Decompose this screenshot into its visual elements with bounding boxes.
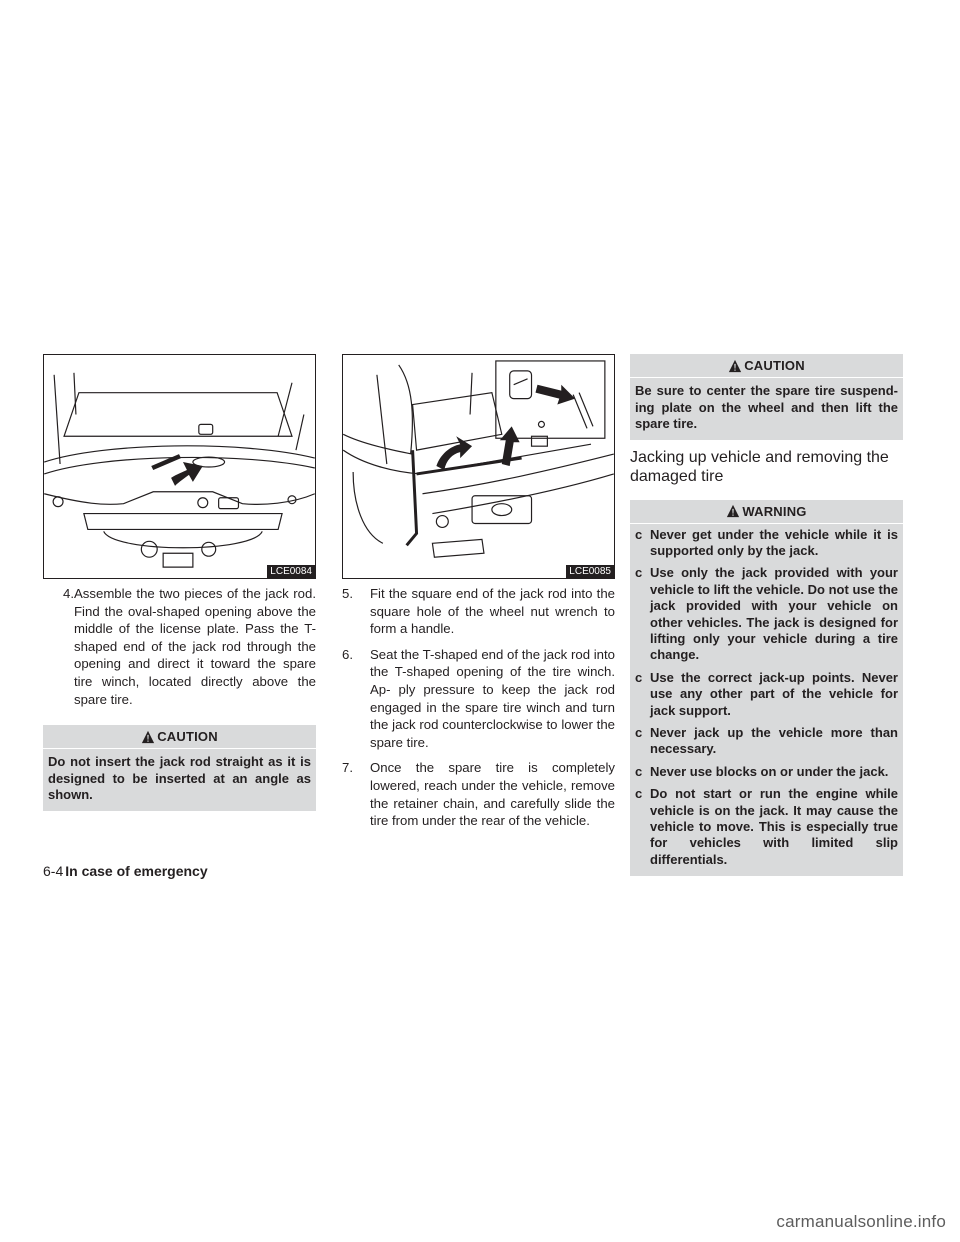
- jack-rod-handle-illustration: [343, 355, 614, 578]
- figure-label-lce0084: LCE0084: [267, 565, 315, 578]
- page-footer: [43, 862, 208, 880]
- jack-rod-insertion-illustration: [44, 355, 315, 578]
- caution-header: [43, 725, 316, 749]
- figure-jack-rod-insertion: [43, 354, 316, 579]
- bullet-mark: c: [635, 786, 643, 802]
- step-text: Once the spare tire is completely lowered, reach under the vehicle, remove the retainer chain, and carefully slide the tire from under the rear of the vehicle.: [370, 760, 615, 829]
- warning-list: [630, 524, 903, 877]
- warning-item: c Never get under the vehicle while it is supported only by the jack.: [635, 526, 898, 558]
- watermark: carmanualsonline.info: [776, 1212, 946, 1231]
- column-left: [43, 354, 316, 811]
- section-title: Jacking up vehicle and removing the damaged tire: [630, 448, 889, 485]
- step-text: Fit the square end of the jack rod into the square hole of the wheel nut wrench to form a handle.: [370, 586, 615, 637]
- warning-item: c Never jack up the vehicle more than necessary.: [635, 724, 898, 757]
- bullet-mark: c: [635, 526, 643, 542]
- step-7: [342, 759, 615, 829]
- warning-box-jacking: [630, 500, 903, 877]
- warning-triangle-icon: [141, 730, 155, 744]
- step-text: Seat the T-shaped end of the jack rod into the T-shaped opening of the tire winch. Ap- ply pressure to keep the jack rod engaged in the spare tire winch and turn the jack rod counterclockwise to lower the spare tire.: [370, 646, 615, 750]
- caution-text: Be sure to center the spare tire suspend- ing plate on the wheel and then lift the spare tire.: [635, 383, 898, 431]
- warning-item: c Use the correct jack-up points. Never use any other part of the vehicle for jack support.: [635, 669, 898, 718]
- caution-box-jack-rod-angle: [43, 725, 316, 811]
- step-4: [43, 585, 316, 708]
- caution-header: [630, 354, 903, 378]
- step-number: 6.: [342, 646, 353, 662]
- caution-title: CAUTION: [157, 729, 218, 745]
- warning-item: c Never use blocks on or under the jack.: [635, 763, 889, 779]
- step-number: 5.: [342, 586, 353, 601]
- caution-title: CAUTION: [744, 358, 805, 373]
- warning-header: [630, 500, 903, 524]
- warning-triangle-icon: [726, 504, 740, 518]
- caution-text: Do not insert the jack rod straight as it is designed to be inserted at an angle as shown.: [48, 754, 311, 803]
- column-middle: [342, 354, 615, 830]
- bullet-mark: c: [635, 724, 643, 740]
- step-5: [342, 585, 615, 638]
- chapter-title: In case of emergency: [65, 863, 208, 879]
- step-number: 7.: [342, 760, 353, 776]
- column-right: [630, 354, 903, 876]
- warning-item: c Use only the jack provided with your vehicle to lift the vehicle. Do not use the jack provided with your vehicle on other vehicles. The jack is designed for lifting only your vehicle during a tire change.: [635, 565, 898, 663]
- page-number: 6-4: [43, 863, 64, 879]
- warning-triangle-icon: [728, 359, 742, 373]
- figure-jack-rod-handle: [342, 354, 615, 579]
- caution-box-spare-tire: [630, 354, 903, 440]
- step-6: [342, 646, 615, 752]
- warning-item: c Do not start or run the engine while vehicle is on the jack. It may cause the vehicle to move. This is especially true for vehicles with limited slip differentials.: [635, 786, 898, 867]
- figure-label-lce0085: LCE0085: [566, 565, 614, 578]
- bullet-mark: c: [635, 669, 643, 685]
- warning-title: WARNING: [742, 503, 807, 519]
- step-number: 4.: [63, 586, 74, 601]
- bullet-mark: c: [635, 565, 643, 581]
- bullet-mark: c: [635, 763, 643, 779]
- step-text: Assemble the two pieces of the jack rod. Find the oval-shaped opening above the middle of the license plate. Pass the T-shaped end of the jack rod through the opening and direct it toward the spare tire winch, located directly above the spare tire.: [74, 586, 316, 707]
